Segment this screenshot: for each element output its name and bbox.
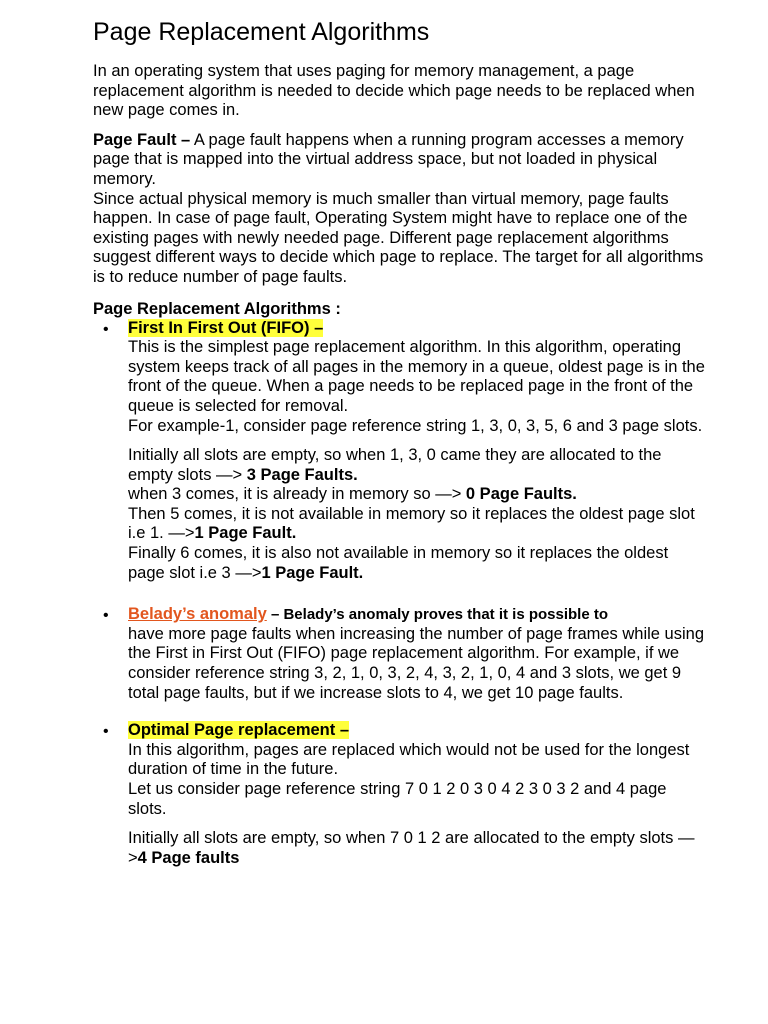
page-title: Page Replacement Algorithms [93, 18, 430, 46]
optimal-step1-text: Initially all slots are empty, so when 7 0 1 2 are allocated to the empty slots —> [128, 829, 695, 867]
optimal-step1-result: 4 Page faults [137, 848, 240, 867]
fifo-block [128, 319, 708, 437]
belady-block [128, 605, 708, 703]
belady-text: have more page faults when increasing the number of page frames while using the First in First Out (FIFO) page replacement algorithm. For example, if we consider reference string 3, 2, 1, 0, 3, 2, 4, 3, 2, 1, 0, 4 and 3 slots, we get 9 total page faults, but if we increase slots to 4, we get 10 page faults. [128, 624, 705, 702]
list-item-optimal [93, 721, 708, 868]
optimal-heading: Optimal Page replacement – [128, 721, 350, 740]
optimal-example: Let us consider page reference string 7 0 1 2 0 3 0 4 2 3 0 3 2 and 4 page slots. [128, 780, 667, 818]
intro-paragraph: In an operating system that uses paging for memory management, a page replacement algorithm is needed to decide which page needs to be replaced when new page comes in. [93, 62, 695, 120]
algorithms-heading: Page Replacement Algorithms : [93, 299, 341, 318]
page-fault-definition: A page fault happens when a running program accesses a memory page that is mapped into the virtual address space, but not loaded in physical memory. [93, 130, 684, 188]
bullet-icon: • [103, 723, 109, 741]
page-fault-explanation: Since actual physical memory is much smaller than virtual memory, page faults happen. In case of page fault, Operating System might have to replace one of the existing pages with newly needed page. Different page replacement algorithms suggest different ways to decide which page to replace. The target for all algorithms is to reduce number of page faults. [93, 189, 704, 286]
fifo-step3-result: 1 Page Fault. [194, 524, 297, 543]
fifo-step4-result: 1 Page Fault. [261, 563, 364, 582]
page-fault-paragraph [93, 131, 708, 288]
fifo-step4-text: Finally 6 comes, it is also not available in memory so it replaces the oldest page slot i.e 3 —> [128, 544, 669, 582]
optimal-description: In this algorithm, pages are replaced which would not be used for the longest duration of time in the future. [128, 740, 690, 779]
list-item-belady [93, 605, 708, 703]
fifo-step2-text: when 3 comes, it is already in memory so —> [128, 485, 466, 504]
belady-lead: – Belady’s anomaly proves that it is possible to [266, 606, 609, 624]
page-fault-term: Page Fault – [93, 130, 191, 149]
fifo-step1-text: Initially all slots are empty, so when 1, 3, 0 came they are allocated to the empty slots —> [128, 446, 662, 484]
fifo-heading: First In First Out (FIFO) – [128, 318, 324, 337]
fifo-example: For example-1, consider page reference string 1, 3, 0, 3, 5, 6 and 3 page slots. [128, 416, 703, 435]
optimal-steps [128, 829, 708, 868]
fifo-description: This is the simplest page replacement algorithm. In this algorithm, operating system keeps track of all pages in the memory in a queue, oldest page is in the front of the queue. When a page needs to be replaced page in the front of the queue is selected for removal. [128, 338, 705, 415]
list-item-fifo [93, 319, 708, 584]
fifo-step3-text: Then 5 comes, it is not available in memory so it replaces the oldest page slot i.e 1. —> [128, 504, 695, 543]
belady-link[interactable]: Belady’s anomaly [128, 605, 267, 624]
bullet-icon: • [103, 607, 109, 625]
fifo-step1-result: 3 Page Faults. [246, 465, 358, 484]
optimal-block [128, 721, 708, 819]
fifo-steps [128, 446, 708, 583]
fifo-step2-result: 0 Page Faults. [465, 485, 577, 504]
algorithm-list [93, 319, 708, 869]
bullet-icon: • [103, 320, 109, 338]
